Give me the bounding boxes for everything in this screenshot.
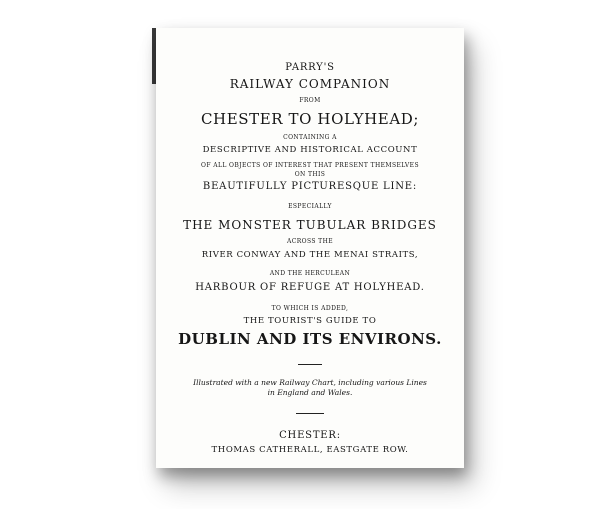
subtitle-dublin: DUBLIN AND ITS ENVIRONS. [178, 330, 442, 348]
subtitle-containing: CONTAINING A [283, 134, 337, 141]
subtitle-objects: OF ALL OBJECTS OF INTEREST THAT PRESENT THEMSELVES [201, 162, 419, 169]
subtitle-harbour: HARBOUR OF REFUGE AT HOLYHEAD. [195, 282, 425, 293]
subtitle-tourists-guide: THE TOURIST'S GUIDE TO [243, 316, 377, 326]
title-from: FROM [299, 97, 321, 104]
title-main: RAILWAY COMPANION [229, 77, 391, 91]
subtitle-added: TO WHICH IS ADDED, [271, 305, 349, 312]
subtitle-herculean: AND THE HERCULEAN [269, 270, 351, 277]
imprint-publisher: THOMAS CATHERALL, EASTGATE ROW. [211, 445, 409, 455]
subtitle-on-this: ON THIS [294, 171, 326, 178]
title-route: CHESTER TO HOLYHEAD; [200, 110, 420, 128]
title-page [156, 28, 464, 468]
title-possessive: PARRY'S [285, 62, 335, 73]
imprint-place: CHESTER: [279, 430, 341, 441]
subtitle-account: DESCRIPTIVE AND HISTORICAL ACCOUNT [202, 145, 418, 155]
subtitle-especially: ESPECIALLY [288, 203, 332, 210]
ornamental-rule [298, 364, 322, 365]
ornamental-rule [296, 413, 324, 414]
illustration-note-continued: in England and Wales. [267, 388, 353, 397]
subtitle-picturesque: BEAUTIFULLY PICTURESQUE LINE: [202, 181, 418, 192]
illustration-note: Illustrated with a new Railway Chart, including various Lines [193, 378, 427, 387]
subtitle-bridges: THE MONSTER TUBULAR BRIDGES [183, 218, 437, 232]
subtitle-rivers: RIVER CONWAY AND THE MENAI STRAITS, [201, 250, 419, 260]
subtitle-across: ACROSS THE [287, 238, 333, 245]
